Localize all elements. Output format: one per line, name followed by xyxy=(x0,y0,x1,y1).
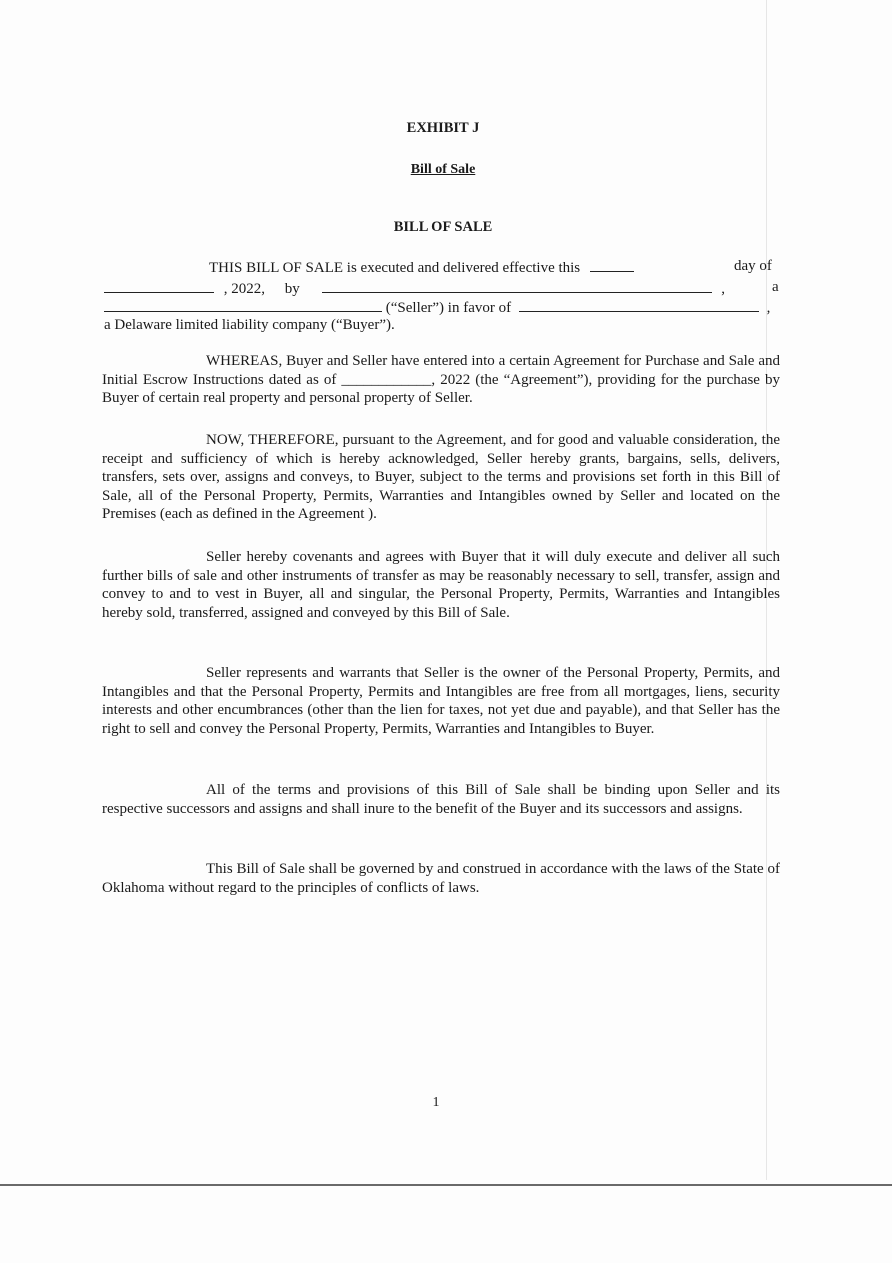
paragraph-binding: All of the terms and provisions of this Bill of Sale shall be binding upon Seller and its respective successors and assigns and shall inure to the benefit of the Buyer and its successors and assigns. xyxy=(102,782,780,817)
seller-in-favor-text: (“Seller”) in favor of xyxy=(385,300,512,316)
exhibit-label: EXHIBIT J xyxy=(406,120,480,136)
by-text: by xyxy=(284,281,300,297)
paragraph-representations: Seller represents and warrants that Seller is the owner of the Personal Property, Permits, and Intangibles and that the Personal Property, Permits and Intangibles are free from all mortgages, liens, security interests and other encumbrances (other than the lien for taxes, not yet due and payable), and that Seller has the right to sell and convey the Personal Property, Permits, Warranties and Intangibles to Buyer. xyxy=(102,665,780,737)
intro-line-2-a: a xyxy=(772,279,779,295)
intro-line-2 xyxy=(104,279,725,298)
page-number: 1 xyxy=(432,1095,440,1110)
scan-edge-bottom xyxy=(0,1184,892,1186)
intro-line-1-text: THIS BILL OF SALE is executed and delivered effective this xyxy=(209,260,581,276)
paragraph-whereas: WHEREAS, Buyer and Seller have entered into a certain Agreement for Purchase and Sale and Initial Escrow Instructions dated as of ____________, 2022 (the “Agreement”), providing for the purchase by Buyer of certain real property and personal property of Seller. xyxy=(102,353,780,407)
intro-line-1-end: day of xyxy=(734,258,772,274)
line3-comma: , xyxy=(766,300,771,316)
seller-entity-blank xyxy=(104,298,382,312)
document-heading: BILL OF SALE xyxy=(393,219,493,235)
year-text: , 2022, xyxy=(223,281,265,297)
paragraph-now-therefore: NOW, THEREFORE, pursuant to the Agreement, and for good and valuable consideration, the receipt and sufficiency of which is hereby acknowledged, Seller hereby grants, bargains, sells, delivers, transfers, sets over, assigns and conveys, to Buyer, subject to the terms and provisions set forth in this Bill of Sale, all of the Personal Property, Permits, Warranties and Intangibles owned by Seller and located on the Premises (each as defined in the Agreement ). xyxy=(102,432,780,523)
intro-line-4: a Delaware limited liability company (“Buyer”). xyxy=(104,317,395,333)
line2-comma: , xyxy=(721,281,725,297)
exhibit-subtitle: Bill of Sale xyxy=(410,162,476,177)
buyer-name-blank xyxy=(519,298,759,312)
intro-line-1 xyxy=(209,258,634,277)
intro-line-3 xyxy=(104,298,770,317)
paragraph-covenants: Seller hereby covenants and agrees with Buyer that it will duly execute and deliver all such further bills of sale and other instruments of transfer as may be reasonably necessary to sell, transfer, assign and convey to and to vest in Buyer, all and singular, the Personal Property, Permits, Warranties and Intangibles hereby sold, transferred, assigned and conveyed by this Bill of Sale. xyxy=(102,549,780,621)
month-blank xyxy=(104,279,214,293)
paragraph-governing-law: This Bill of Sale shall be governed by and construed in accordance with the laws of the State of Oklahoma without regard to the principles of conflicts of laws. xyxy=(102,861,780,896)
day-blank xyxy=(590,258,634,272)
seller-name-blank xyxy=(322,279,712,293)
